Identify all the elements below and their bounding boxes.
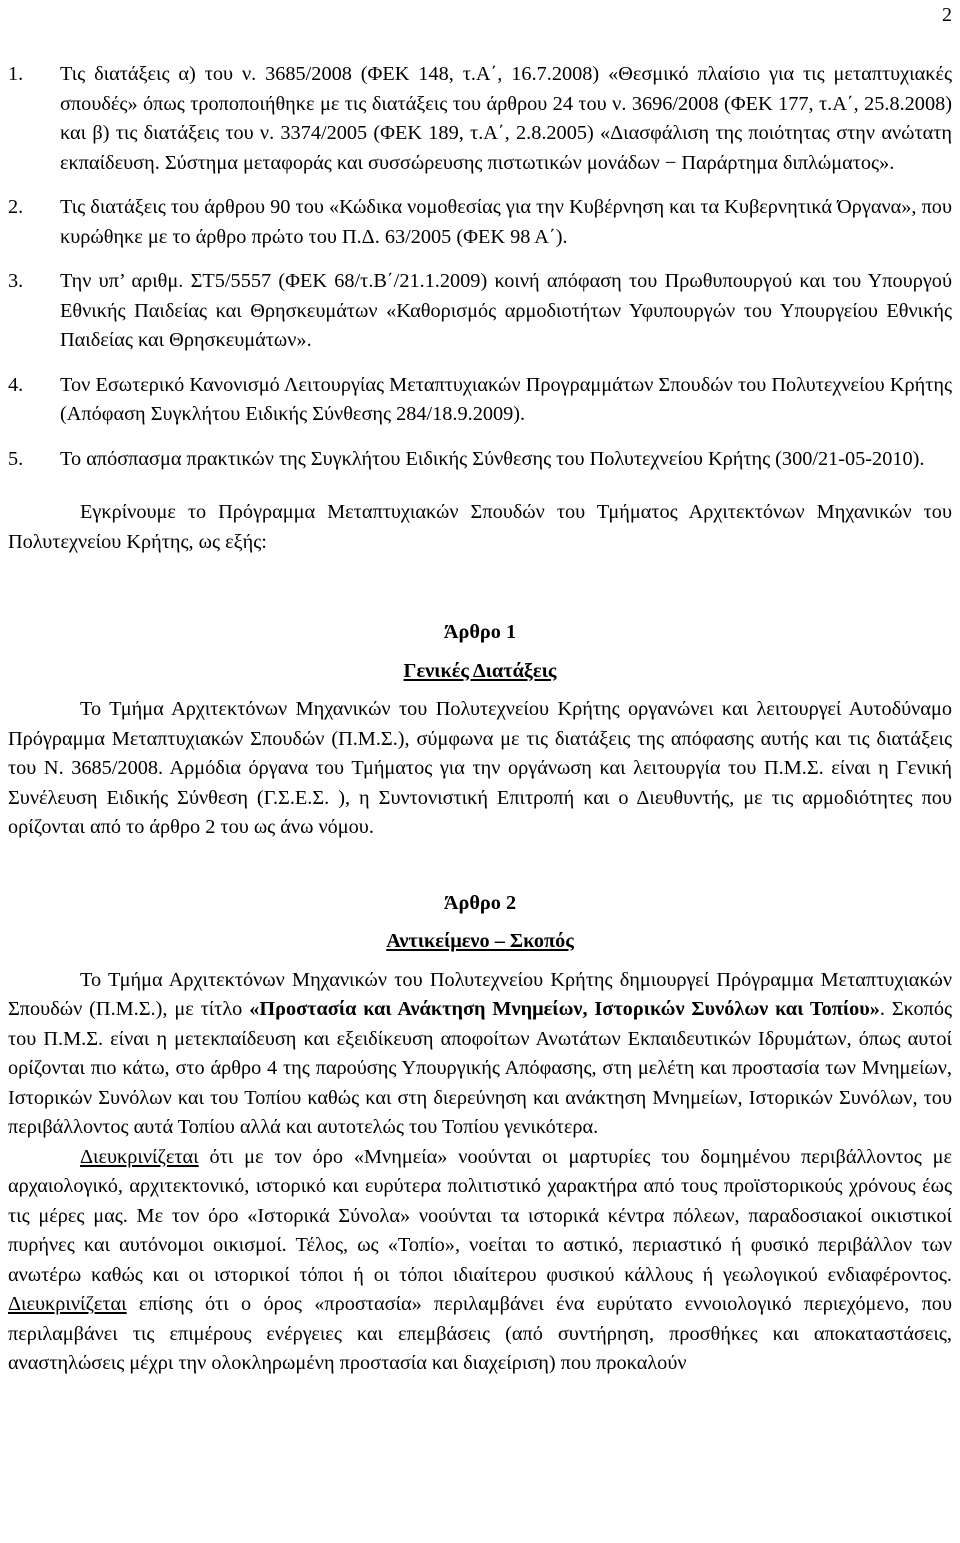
article-1-subtitle: Γενικές Διατάξεις [403,659,557,682]
article-2-text-c: ότι με τον όρο «Μνημεία» νοούνται οι μαρτυρίες του δομημένου περιβάλλοντος με αρχαιολογικό, αρχιτεκτονικό, ιστορικό και ευρύτερα πολιτιστικό χαρακτήρα από τους προϊστορικούς χρόνους έως τις μέρες μας. Με τον όρο «Ιστορικά Σύνολα» νοούνται τα ιστορικά κέντρα πόλεων, παραδοσιακοί οικιστικοί πυρήνες και αυτόνομοι οικισμοί. Τέλος, ως «Τοπίο», νοείται το αστικό, περιαστικό ή φυσικό περιβάλλον των ανωτέρω καθώς και οι ιστορικοί τόποι ή οι τόποι ιδιαίτερου φυσικού κάλλους ή γεωλογικού ενδιαφέροντος. [8,1145,952,1286]
list-item [8,267,952,356]
article-2-text-d: επίσης ότι ο όρος «προστασία» περιλαμβάνει ένα ευρύτατο εννοιολογικό περιεχόμενο, που περιλαμβάνει τις επιμέρους ενέργειες και επεμβάσεις (από συντήρηση, προσθήκες και αποκαταστάσεις, αναστηλώσεις μέχρι την ολοκληρωμένη προστασία και διαχείριση) που προκαλούν [8,1293,952,1374]
article-2-title: Άρθρο 2 [443,891,517,914]
approval-paragraph: Εγκρίνουμε το Πρόγραμμα Μεταπτυχιακών Σπουδών του Τμήματος Αρχιτεκτόνων Μηχανικών του Πολυτεχνείου Κρήτης, ως εξής: [8,501,952,553]
list-item [8,193,952,252]
list-item [8,60,952,178]
list-number: 5. [8,447,24,470]
list-number: 3. [8,270,24,292]
article-2-text-a: Το Τμήμα Αρχιτεκτόνων Μηχανικών του Πολυτεχνείου Κρήτης δημιουργεί Πρόγραμμα Μεταπτυχιακών Σπουδών (Π.Μ.Σ.), με τίτλο [8,968,952,1020]
list-text: Τις διατάξεις α) του ν. 3685/2008 (ΦΕΚ 148, τ.Α΄, 16.7.2008) «Θεσμικό πλαίσιο για τις μεταπτυχιακές σπουδές» όπως τροποποιήθηκε με τις διατάξεις του άρθρου 24 του ν. 3696/2008 (ΦΕΚ 177, τ.Α΄, 25.8.2008) και β) τις διατάξεις του ν. 3374/2005 (ΦΕΚ 189, τ.Α΄, 2.8.2005) «Διασφάλιση της ποιότητας στην ανώτατη εκπαίδευση. Σύστημα μεταφοράς και συσσώρευσης πιστωτικών μονάδων − Παράρτημα διπλώματος». [60,63,952,174]
page-number: 2 [942,4,952,26]
list-text: Το απόσπασμα πρακτικών της Συγκλήτου Ειδικής Σύνθεσης του Πολυτεχνείου Κρήτης (300/21-05-2010). [60,447,925,470]
list-item [8,445,952,475]
article-2-paragraph-2 [8,1143,952,1379]
list-number: 4. [8,373,24,396]
document-body [8,60,952,1379]
list-number: 2. [8,196,24,218]
article-2-paragraph-1 [8,966,952,1143]
clarification-term: Διευκρινίζεται [80,1145,199,1168]
article-2-text-b: . Σκοπός του Π.Μ.Σ. είναι η μετεκπαίδευση και εξειδίκευση αποφοίτων Ανωτάτων Εκπαιδευτικών Ιδρυμάτων, όπως αυτοί ορίζονται πιο κάτω, στο άρθρο 4 της παρούσης Υπουργικής Απόφασης, στη μελέτη και προστασία των Μνημείων, Ιστορικών Συνόλων και του Τοπίου καθώς και στη διερεύνηση και ανάκτηση Μνημείων, Ιστορικών Συνόλων, του περιβάλλοντος αυτά Τοπίου αλλά και αυτοτελώς του Τοπίου γενικότερα. [8,998,952,1138]
article-2-subtitle: Αντικείμενο – Σκοπός [386,930,574,952]
article-1-title: Άρθρο 1 [443,621,517,643]
list-text: Τον Εσωτερικό Κανονισμό Λειτουργίας Μεταπτυχιακών Προγραμμάτων Σπουδών του Πολυτεχνείου Κρήτης (Απόφαση Συγκλήτου Ειδικής Σύνθεσης 284/18.9.2009). [60,373,952,425]
article-1-text: Το Τμήμα Αρχιτεκτόνων Μηχανικών του Πολυτεχνείου Κρήτης οργανώνει και λειτουργεί Αυτοδύναμο Πρόγραμμα Μεταπτυχιακών Σπουδών (Π.Μ.Σ.), σύμφωνα με τις διατάξεις της απόφασης αυτής και τις διατάξεις του Ν. 3685/2008. Αρμόδια όργανα του Τμήματος για την οργάνωση και λειτουργία του Π.Μ.Σ. είναι η Γενική Συνέλευση Ειδικής Σύνθεση (Γ.Σ.Ε.Σ. ), η Συντονιστική Επιτροπή και ο Διευθυντής, με τις αρμοδιότητες που ορίζονται από το άρθρο 2 του ως άνω νόμου. [8,698,952,838]
list-number: 1. [8,63,24,85]
list-text: Την υπ’ αριθμ. ΣΤ5/5557 (ΦΕΚ 68/τ.Β΄/21.1.2009) κοινή απόφαση του Πρωθυπουργού και του Υπουργού Εθνικής Παιδείας και Θρησκευμάτων «Καθορισμός αρμοδιοτήτων Υφυπουργών του Υπουργείου Εθνικής Παιδείας και Θρησκευμάτων». [60,270,952,351]
program-title: «Προστασία και Ανάκτηση Μνημείων, Ιστορικών Συνόλων και Τοπίου» [249,998,880,1020]
clarification-term-2: Διευκρινίζεται [8,1293,127,1315]
list-item [8,371,952,430]
list-text: Τις διατάξεις του άρθρου 90 του «Κώδικα νομοθεσίας για την Κυβέρνηση και τα Κυβερνητικά Όργανα», που κυρώθηκε με το άρθρο πρώτο του Π.Δ. 63/2005 (ΦΕΚ 98 Α΄). [60,196,952,248]
